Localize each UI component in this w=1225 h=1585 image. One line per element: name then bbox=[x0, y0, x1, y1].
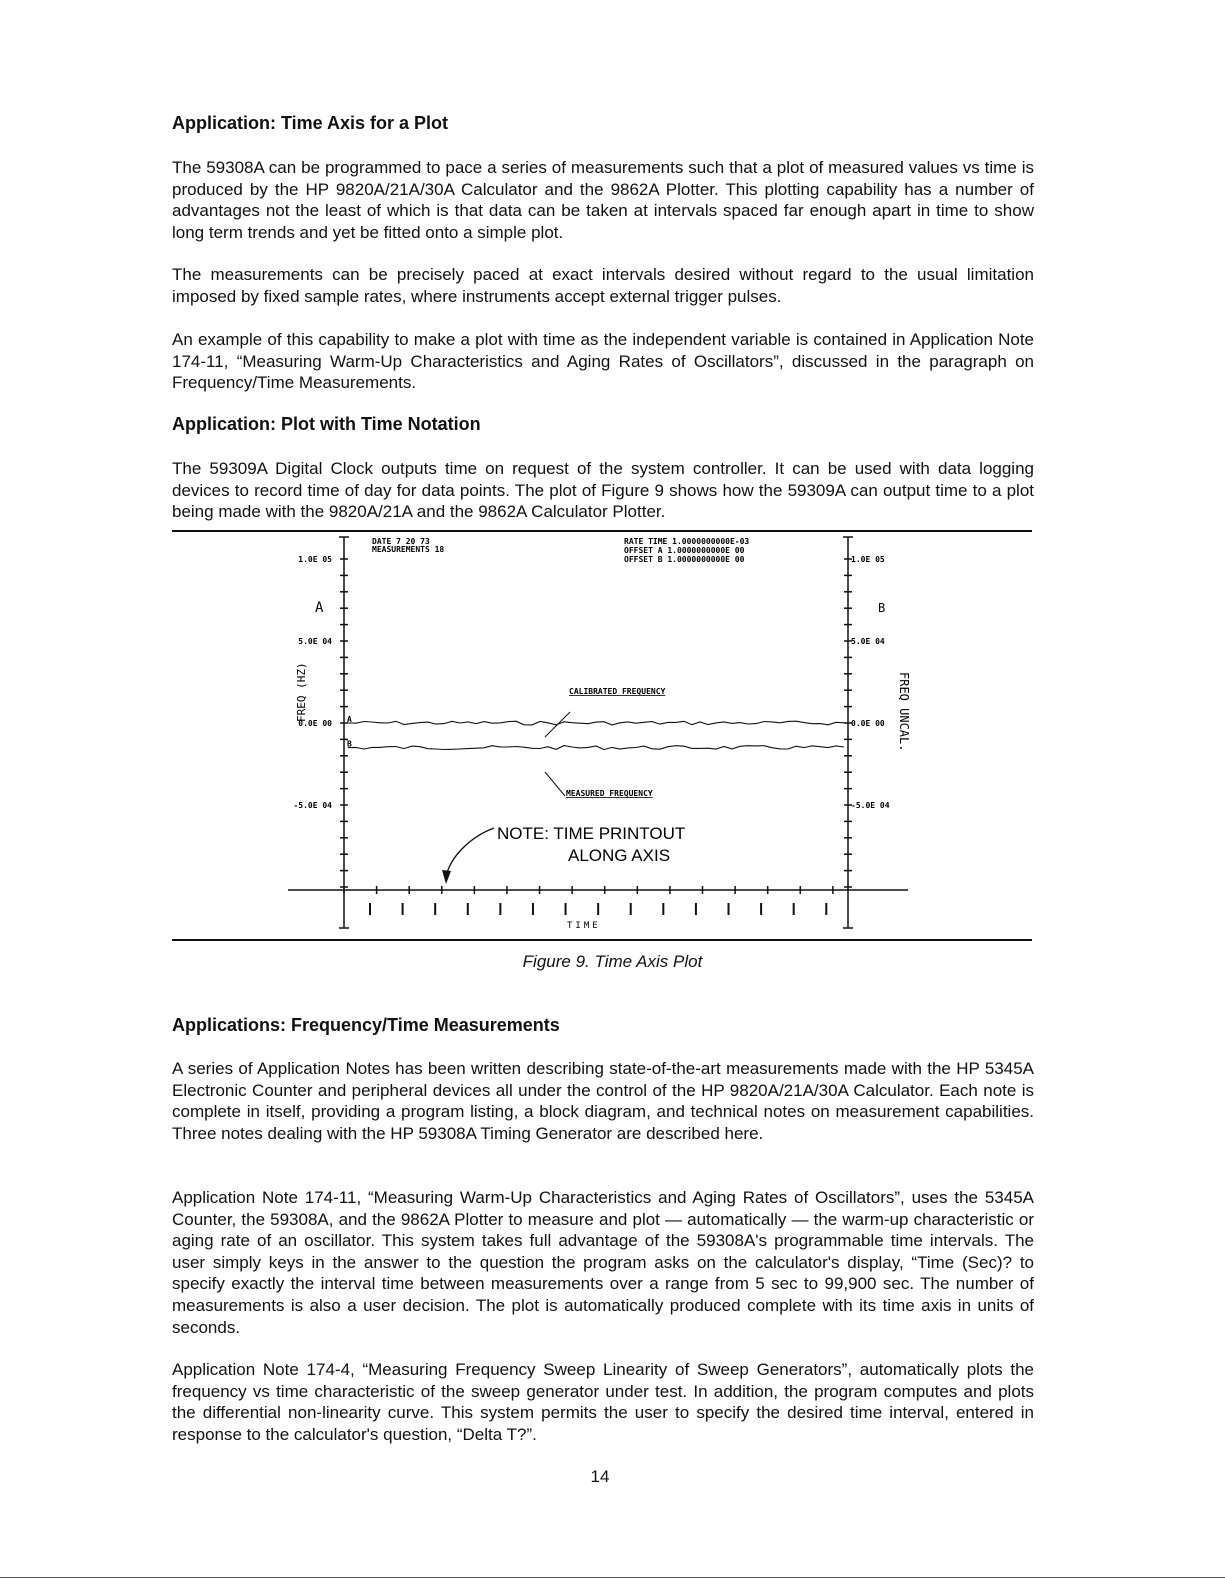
time-printout-label bbox=[499, 903, 501, 915]
figure-caption: Figure 9. Time Axis Plot bbox=[522, 952, 703, 971]
series-line bbox=[348, 721, 844, 725]
time-printout-label bbox=[597, 903, 599, 915]
heading-time-axis: Application: Time Axis for a Plot bbox=[172, 113, 449, 133]
heading-frequency-time: Applications: Frequency/Time Measurements bbox=[172, 1015, 560, 1035]
note-arrow bbox=[446, 828, 494, 877]
y-tick-label-right: 5.0E 04 bbox=[851, 637, 885, 646]
time-printout-label bbox=[565, 903, 567, 915]
time-printout-label bbox=[695, 903, 697, 915]
paragraph: The 59309A Digital Clock outputs time on request of the system controller. It can be used with data logging devices to record time of day for data points. The plot of Figure 9 shows how the 59309A can output time to a plot being made with the 9820A/21A and the 9862A Calculator Plotter. bbox=[172, 459, 1034, 522]
time-printout-label bbox=[369, 903, 371, 915]
series-marker: B bbox=[347, 739, 352, 749]
time-printout-label bbox=[825, 903, 827, 915]
header-right-1: RATE TIME 1.0000000000E-03 bbox=[624, 537, 750, 546]
x-axis-label: TIME bbox=[567, 921, 601, 931]
time-printout-label bbox=[402, 903, 404, 915]
paragraph: The measurements can be precisely paced at exact intervals desired without regard to the usual limitation imposed by fixed sample rates, where instruments accept external trigger pulses. bbox=[172, 265, 1034, 306]
time-printout-label bbox=[532, 903, 534, 915]
y-tick-label-left: 1.0E 05 bbox=[298, 555, 332, 564]
time-printout-label bbox=[662, 903, 664, 915]
left-axis-name: A bbox=[315, 600, 324, 616]
label-calibrated-frequency: CALIBRATED FREQUENCY bbox=[569, 687, 666, 696]
time-printout-label bbox=[728, 903, 730, 915]
page-number: 14 bbox=[590, 1467, 610, 1486]
paragraph: Application Note 174-11, “Measuring Warm-Up Characteristics and Aging Rates of Oscillators”, uses the 5345A Counter, the 59308A, and the 9862A Plotter to measure and plot — automatically — the warm-up characteristic or aging rate of an oscillator. This system takes full advantage of the 59308A's programmable time intervals. The user simply keys in the answer to the question the program asks on the calculator's display, “Time (Sec)? to specify exactly the interval time between measurements over a range from 5 sec to 99,900 sec. The number of measurements is also a user decision. The plot is automatically produced complete with its time axis in units of seconds. bbox=[172, 1188, 1034, 1337]
y-tick-label-left: 5.0E 04 bbox=[298, 637, 332, 646]
paragraph: An example of this capability to make a plot with time as the independent variable is contained in Application Note 174-11, “Measuring Warm-Up Characteristics and Aging Rates of Oscillators”, discussed in the paragraph on Frequency/Time Measurements. bbox=[172, 330, 1034, 393]
time-axis-plot bbox=[0, 532, 1225, 942]
time-printout-label bbox=[760, 903, 762, 915]
y-tick-label-right: -5.0E 04 bbox=[851, 801, 890, 810]
figure-bottom-rule bbox=[172, 939, 1032, 941]
series-marker: A bbox=[347, 715, 352, 724]
right-axis-name: B bbox=[878, 601, 886, 615]
y-tick-label-left: -5.0E 04 bbox=[293, 801, 332, 810]
y-tick-label-right: 0.0E 00 bbox=[851, 719, 885, 728]
left-ylabel: FREQ (HZ) bbox=[295, 662, 308, 722]
header-right-2: OFFSET A 1.0000000000E 00 bbox=[624, 546, 745, 555]
label-measured-frequency: MEASURED FREQUENCY bbox=[566, 789, 653, 798]
note-line-1: NOTE: TIME PRINTOUT bbox=[497, 824, 686, 843]
header-left-1: DATE 7 20 73 bbox=[372, 537, 430, 546]
time-printout-label bbox=[630, 903, 632, 915]
time-printout-label bbox=[434, 903, 436, 915]
y-tick-label-right: 1.0E 05 bbox=[851, 555, 885, 564]
page-edge-line bbox=[0, 1577, 1225, 1578]
series-line bbox=[348, 746, 844, 750]
time-printout-label bbox=[467, 903, 469, 915]
header-left-2: MEASUREMENTS 18 bbox=[372, 545, 445, 554]
paragraph: A series of Application Notes has been written describing state-of-the-art measurements made with the HP 5345A Electronic Counter and peripheral devices all under the control of the HP 9820A/21A/30A Calculator. Each note is complete in itself, providing a program listing, a block diagram, and technical notes on measurement capabilities. Three notes dealing with the HP 59308A Timing Generator are described here. bbox=[172, 1059, 1034, 1143]
heading-time-notation: Application: Plot with Time Notation bbox=[172, 414, 481, 434]
right-ylabel: FREQ UNCAL. bbox=[897, 672, 911, 752]
header-right-3: OFFSET B 1.0000000000E 00 bbox=[624, 555, 745, 564]
y-tick-label-left: 0.0E 00 bbox=[298, 719, 332, 728]
paragraph: Application Note 174-4, “Measuring Frequency Sweep Linearity of Sweep Generators”, automatically plots the frequency vs time characteristic of the sweep generator under test. In addition, the program computes and plots the differential non-linearity curve. This system permits the user to specify the desired time interval, entered in response to the calculator's question, “Delta T?”. bbox=[172, 1360, 1034, 1444]
paragraph: The 59308A can be programmed to pace a series of measurements such that a plot of measured values vs time is produced by the HP 9820A/21A/30A Calculator and the 9862A Plotter. This plotting capability has a number of advantages not the least of which is that data can be taken at intervals spaced far enough apart in time to show long term trends and yet be fitted onto a simple plot. bbox=[172, 158, 1034, 242]
note-line-2: ALONG AXIS bbox=[568, 846, 671, 865]
time-printout-label bbox=[793, 903, 795, 915]
